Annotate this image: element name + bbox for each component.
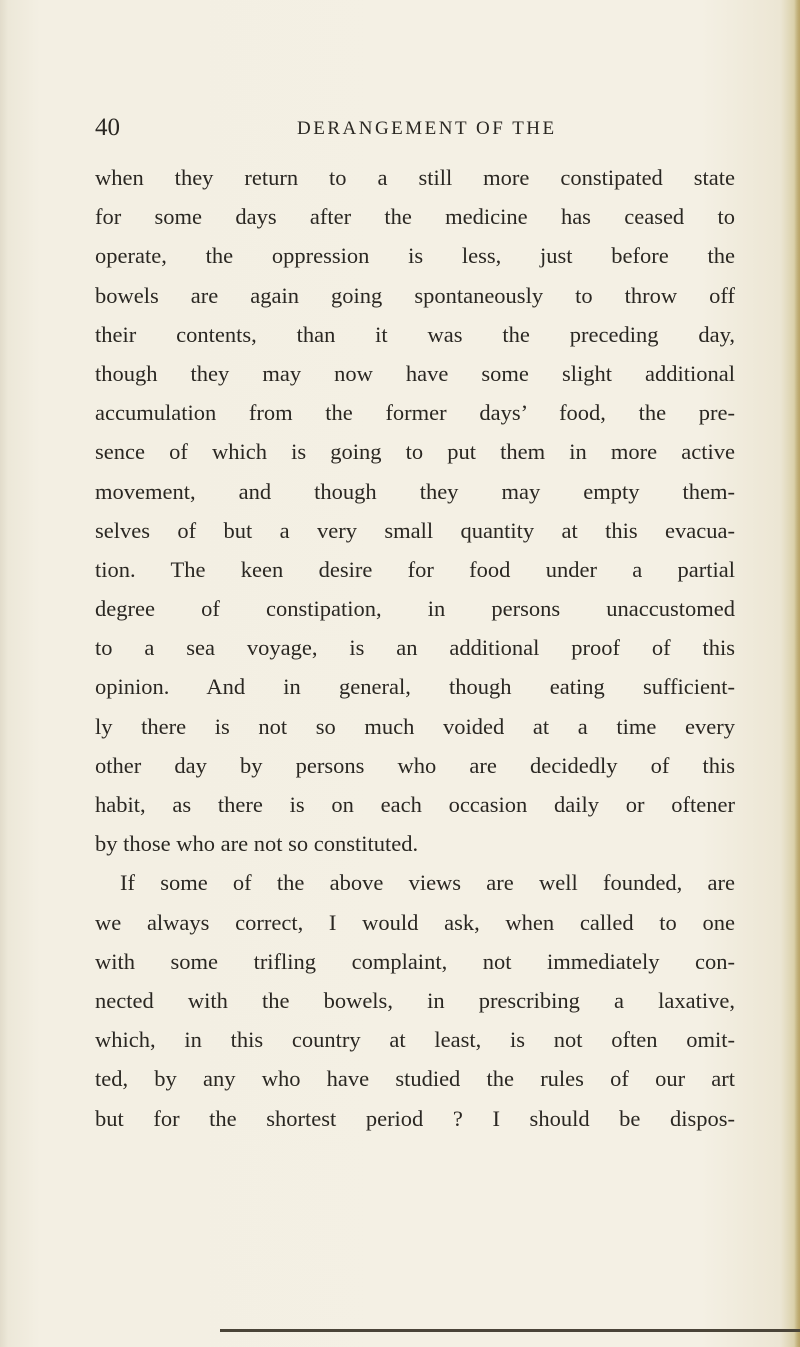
text-line: ly there is not so much voided at a time every <box>95 713 735 739</box>
text-line: opinion. And in general, though eating sufficient- <box>95 674 735 700</box>
page-header <box>95 110 745 146</box>
text-line: ted, by any who have studied the rules of our art <box>95 1066 735 1092</box>
text-line: other day by persons who are decidedly of this <box>95 752 735 778</box>
text-line: by those who are not so constituted. <box>95 831 419 857</box>
text-line: operate, the oppression is less, just before the <box>95 243 735 269</box>
bottom-edge-line <box>220 1329 800 1332</box>
text-line: we always correct, I would ask, when called to one <box>95 909 735 935</box>
text-line: to a sea voyage, is an additional proof of this <box>95 635 735 661</box>
text-line: though they may now have some slight additional <box>95 360 735 386</box>
page-number: 40 <box>95 114 120 141</box>
text-line: bowels are again going spontaneously to throw off <box>95 282 735 308</box>
text-line: selves of but a very small quantity at this evacua- <box>95 517 735 543</box>
text-line: degree of constipation, in persons unaccustomed <box>95 596 735 622</box>
page-right-edge-shadow <box>794 0 800 1347</box>
text-line: movement, and though they may empty them- <box>95 478 735 504</box>
text-line: nected with the bowels, in prescribing a laxative, <box>95 987 735 1013</box>
page-left-edge-shadow <box>0 0 8 1347</box>
text-line: with some trifling complaint, not immediately con- <box>95 948 735 974</box>
text-line: sence of which is going to put them in more active <box>95 439 735 465</box>
text-line: their contents, than it was the preceding day, <box>95 321 735 347</box>
text-line: for some days after the medicine has ceased to <box>95 204 735 230</box>
text-line: accumulation from the former days’ food, the pre- <box>95 400 735 426</box>
body-text <box>95 158 735 1138</box>
text-line: when they return to a still more constipated state <box>95 165 735 190</box>
text-line: which, in this country at least, is not often omit- <box>95 1027 735 1053</box>
text-line: tion. The keen desire for food under a partial <box>95 556 735 582</box>
text-line: If some of the above views are well founded, are <box>120 870 735 896</box>
running-head: DERANGEMENT OF THE <box>297 118 557 139</box>
text-line: but for the shortest period ? I should be dispos- <box>95 1105 735 1131</box>
text-line: habit, as there is on each occasion daily or oftener <box>95 792 735 817</box>
